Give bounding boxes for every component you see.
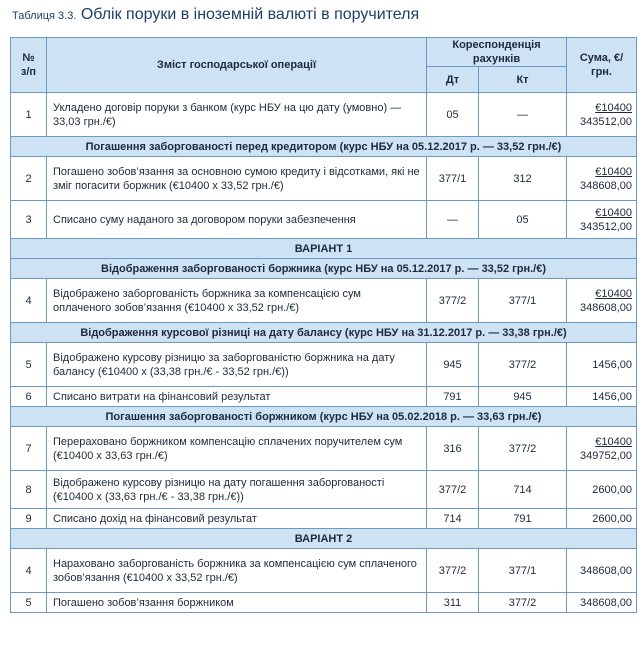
header-sum: Сума, €/грн. [567, 38, 637, 93]
operation-text: Списано суму наданого за договором поруки забезпечення [47, 201, 427, 239]
section-title: Погашення заборгованості боржником (курс НБУ на 05.02.2018 р. — 33,63 грн./€) [11, 407, 637, 427]
section-row [11, 137, 637, 157]
caption-title: Облік поруки в іноземній валюті в поручителя [80, 6, 420, 23]
row-number: 4 [11, 279, 47, 323]
sum-cell [567, 201, 637, 239]
debit-account: 377/2 [427, 471, 479, 509]
table-caption [12, 6, 419, 32]
sum-uah: 343512,00 [580, 115, 632, 128]
caption-label: Таблиця 3.3. [12, 10, 77, 22]
debit-account: 05 [427, 93, 479, 137]
debit-account: 377/2 [427, 279, 479, 323]
table-body [11, 93, 637, 613]
debit-account: 316 [427, 427, 479, 471]
row-number: 7 [11, 427, 47, 471]
table-row [11, 509, 637, 529]
debit-account: 791 [427, 387, 479, 407]
debit-account: 945 [427, 343, 479, 387]
row-number: 5 [11, 593, 47, 613]
header-correspondence: Кореспонденція рахунків [427, 38, 567, 67]
row-number: 5 [11, 343, 47, 387]
operation-text: Списано дохід на фінансовий результат [47, 509, 427, 529]
credit-account: — [479, 93, 567, 137]
header-kt: Кт [479, 67, 567, 93]
sum-cell [567, 157, 637, 201]
header-num: № з/п [11, 38, 47, 93]
table-row [11, 201, 637, 239]
sum-uah: 348608,00 [580, 179, 632, 192]
operation-text: Відображено курсову різницю на дату погашення заборгованості (€10400 х (33,63 грн./€ - 33,38 грн./€)) [47, 471, 427, 509]
section-row [11, 529, 637, 549]
sum-cell [567, 279, 637, 323]
sum-cell [567, 427, 637, 471]
credit-account: 377/2 [479, 343, 567, 387]
sum-cell [567, 93, 637, 137]
row-number: 6 [11, 387, 47, 407]
sum-uah: 343512,00 [580, 220, 632, 233]
sum-value: 1456,00 [567, 343, 637, 387]
operation-text: Погашено зобов’язання боржником [47, 593, 427, 613]
table-row [11, 427, 637, 471]
credit-account: 377/2 [479, 427, 567, 471]
debit-account: 377/2 [427, 549, 479, 593]
operation-text: Відображено курсову різницю за заборгованістю боржника на дату балансу (€10400 х (33,38 грн./€ - 33,52 грн./€)) [47, 343, 427, 387]
operation-text: Укладено договір поруки з банком (курс НБУ на цю дату (умовно) — 33,03 грн./€) [47, 93, 427, 137]
row-number: 3 [11, 201, 47, 239]
sum-value: 1456,00 [567, 387, 637, 407]
section-row [11, 239, 637, 259]
sum-value: 348608,00 [567, 549, 637, 593]
debit-account: — [427, 201, 479, 239]
credit-account: 377/1 [479, 549, 567, 593]
header-content: Зміст господарської операції [47, 38, 427, 93]
sum-eur: €10400 [595, 101, 632, 114]
table-row [11, 549, 637, 593]
section-row [11, 407, 637, 427]
row-number: 2 [11, 157, 47, 201]
section-title: ВАРІАНТ 1 [11, 239, 637, 259]
sum-eur: €10400 [595, 206, 632, 219]
credit-account: 945 [479, 387, 567, 407]
table-row [11, 387, 637, 407]
section-title: Погашення заборгованості перед кредитором (курс НБУ на 05.12.2017 р. — 33,52 грн./€) [11, 137, 637, 157]
table-row [11, 93, 637, 137]
table-row [11, 157, 637, 201]
credit-account: 714 [479, 471, 567, 509]
section-row [11, 323, 637, 343]
section-title: ВАРІАНТ 2 [11, 529, 637, 549]
credit-account: 377/2 [479, 593, 567, 613]
table-row [11, 343, 637, 387]
debit-account: 377/1 [427, 157, 479, 201]
operation-text: Перераховано боржником компенсацію сплачених поручителем сум (€10400 х 33,63 грн./€) [47, 427, 427, 471]
sum-uah: 349752,00 [580, 449, 632, 462]
row-number: 1 [11, 93, 47, 137]
debit-account: 714 [427, 509, 479, 529]
row-number: 9 [11, 509, 47, 529]
section-title: Відображення заборгованості боржника (курс НБУ на 05.12.2017 р. — 33,52 грн./€) [11, 259, 637, 279]
operation-text: Відображено заборгованість боржника за компенсацією сум оплаченого зобов’язання (€10400 х 33,52 грн./€) [47, 279, 427, 323]
operation-text: Списано витрати на фінансовий результат [47, 387, 427, 407]
sum-value: 2600,00 [567, 471, 637, 509]
table-row [11, 471, 637, 509]
section-title: Відображення курсової різниці на дату балансу (курс НБУ на 31.12.2017 р. — 33,38 грн./€) [11, 323, 637, 343]
credit-account: 05 [479, 201, 567, 239]
debit-account: 311 [427, 593, 479, 613]
table-row [11, 593, 637, 613]
credit-account: 312 [479, 157, 567, 201]
sum-eur: €10400 [595, 165, 632, 178]
credit-account: 377/1 [479, 279, 567, 323]
sum-value: 348608,00 [567, 593, 637, 613]
row-number: 8 [11, 471, 47, 509]
section-row [11, 259, 637, 279]
credit-account: 791 [479, 509, 567, 529]
table-row [11, 279, 637, 323]
operation-text: Нараховано заборгованість боржника за компенсацією сум сплаченого зобов’язання (€10400 х 33,52 грн./€) [47, 549, 427, 593]
header-dt: Дт [427, 67, 479, 93]
row-number: 4 [11, 549, 47, 593]
accounting-table [10, 37, 637, 613]
operation-text: Погашено зобов’язання за основною сумою кредиту і відсотками, які не зміг погасити боржник (€10400 х 33,52 грн./€) [47, 157, 427, 201]
sum-eur: €10400 [595, 435, 632, 448]
sum-uah: 348608,00 [580, 301, 632, 314]
sum-eur: €10400 [595, 287, 632, 300]
sum-value: 2600,00 [567, 509, 637, 529]
